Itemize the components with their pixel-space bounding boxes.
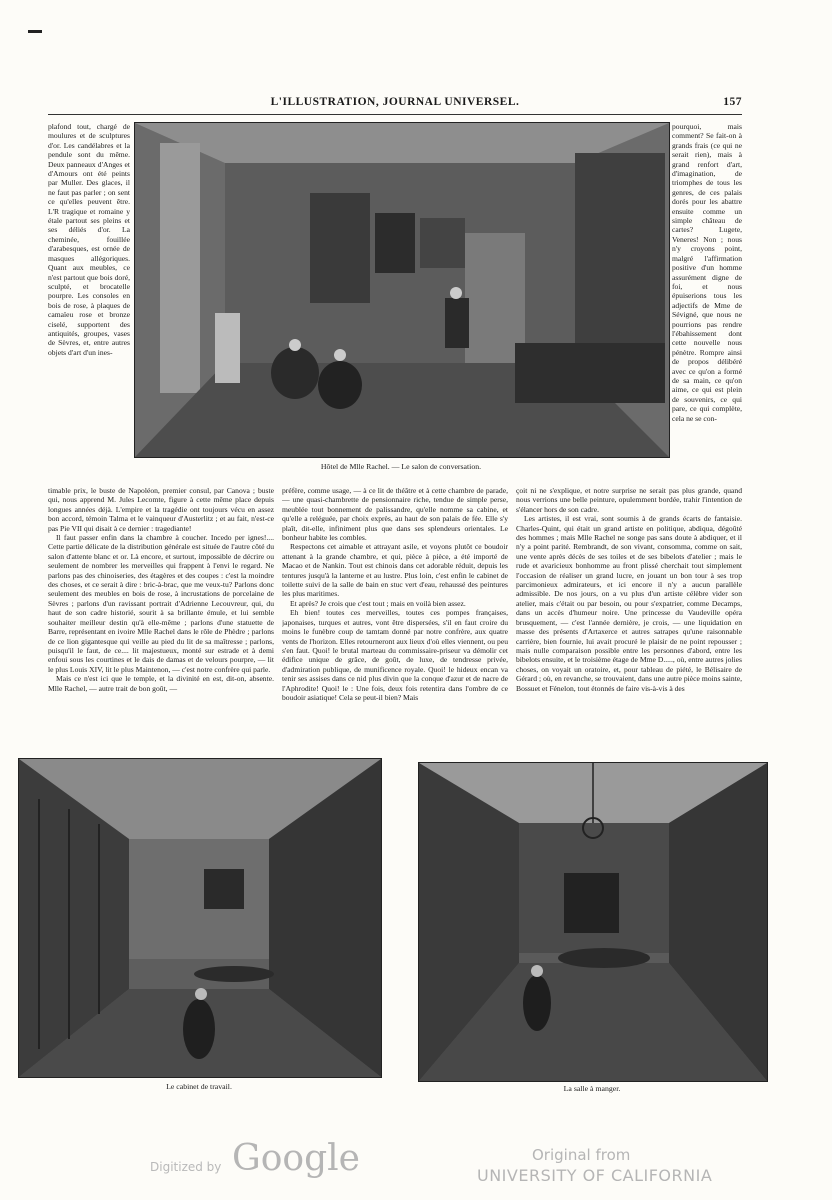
text-column-3 [516,486,742,754]
col1-para-1: timable prix, le buste de Napoléon, premier consul, par Canova ; buste qui, nous apprend M. Jules Lecomte, figure à cette même place depuis longues années déjà. L'empire et la tragédie ont toujours vécu en assez bon accord, témoin Talma et le vainqueur d'Austerlitz ; et au fait, n'est-ce pas Pie VII qui disait à ce dernier : tragediante! [48,486,274,533]
right-narrow-column [672,122,742,502]
text-column-1 [48,486,274,754]
dining-engraving [419,763,767,1081]
figure-dining [418,762,768,1082]
figure-salon [134,122,670,458]
left-narrow-text: plafond tout, chargé de moulures et de sculptures d'or. Les candélabres et la pendule sont du même. Deux panneaux d'Anges et d'Amours ont été peints par Muller. Des glaces, il ne faut pas parler ; on sent ce qu'elles peuvent être. L'R tragique et romaine y étale partout ses pleins et ses déliés d'or. La cheminée, fouillée d'arabesques, est ornée de masques allégoriques. Quant aux meubles, ce n'est partout que bois doré, sculpté, et brocatelle pourpre. Les consoles en bois de rose, à plaques de camaïeu rose et bronze ciselé, supportent des antiquités, groupes, vases de Sèvres, et, entre autres objets d'art d'un ines- [48,122,130,357]
col1-para-3: Mais ce n'est ici que le temple, et la divinité en est, dit-on, absente. Mlle Rachel, — autre trait de bon goût, — [48,674,274,693]
caption-study: Le cabinet de travail. [166,1082,232,1091]
col3-para-2: Les artistes, il est vrai, sont soumis à de grands écarts de fantaisie. Charles-Quint, qui était un grand artiste en politique, abdiqua, dégoûté des hommes ; mais Mlle Rachel ne songe pas sans doute à abdiquer, et il n'y a point parité. Rembrandt, de son vivant, consomma, comme on sait, une vente après décès de ses toiles et de ses bibelots d'atelier ; mais le rude et avaricieux bonhomme au front plissé cherchait tout simplement l'occasion de réaliser un grand lucre, en jouant un bon tour à ses trop parcimonieux admirateurs, et ici encore il n'y a aucun parallèle admissible. De nos jours, on a vu plus d'un artiste célèbre vider son atelier, mais c'était ou par besoin, ou pour s'expatrier, comme Decamps, dans un accès d'humeur noire. Une princesse du Vaudeville opéra brusquement, — c'est l'année dernière, je crois, — une liquidation en masse des présents d'Artaxerce et autres satrapes qu'une raisonnable carrière, bien fournie, lui avait procuré le plaisir de ne point repousser ; mais nulle comparaison possible entre les personnes d'abord, entre les bibelots ensuite, et le troisième étage de Mme D....., où, entre autres jolies choses, on voyait un oratoire, et, pour tableau de piété, le Bélisaire de Gérard ; où, en revanche, se trouvaient, dans une autre pièce moins sainte, Bossuet et Fénelon, tout étonnés de faire vis-à-vis à des [516,514,742,693]
left-narrow-column [48,122,130,502]
study-engraving [19,759,381,1077]
figure-study [18,758,382,1078]
journal-title: L'ILLUSTRATION, JOURNAL UNIVERSEL. [270,96,520,108]
col1-para-2: Il faut passer enfin dans la chambre à coucher. Incedo per ignes!.... Cette partie délicate de la distribution générale est située de l'autre côté du salon d'attente blanc et or. Là encore, et surtout, impossible de décrire ou seulement de nombrer les merveilles qui frappent à l'envi le regard. Ne parlons pas des chinoiseries, des étagères et des coupes : c'est la moindre des choses, et ce serait à dire : bric-à-brac, que me veux-tu? Parlons donc seulement des meubles en bois de rose, à incrustations de porcelaine de Sèvres ; parlons d'un ravissant portrait d'Adrienne Lecouvreur, qui, du haut de son cadre historié, sourit à sa brillante émule, et lui semble souhaiter meilleur destin qu'à elle-même ; parlons d'une statuette de Barre, représentant en ivoire Mlle Rachel dans le rôle de Phèdre ; parlons de ce lion gigantesque qui veille au pied du lit de sa maîtresse ; parlons, puisqu'il le faut, de ce.... lit majestueux, monté sur estrade et à demi enfoui sous les courtines et le dais de damas et de velours pourpre, — lit le plus Louis XIV, lit le plus Maintenon, — c'est notre confrère qui parle. [48,533,274,674]
caption-dining: La salle à manger. [563,1084,621,1093]
digitized-by-label: Digitized by [150,1160,222,1174]
page-header [48,94,742,114]
col2-para-1: préfère, comme usage, — à ce lit de théâtre et à cette chambre de parade, — une quasi-chambrette de pensionnaire riche, tendue de simple perse, meublée tout bonnement de palissandre, qu'elle nomme sa cabine, et qu'elle a reléguée, par choix exprès, au haut de son palais de fée. Elle s'y plaît, dit-elle, infiniment plus que dans ses splendeurs orientales. Le bonheur habite les combles. [282,486,508,543]
university-label: UNIVERSITY OF CALIFORNIA [477,1166,713,1185]
header-rule [48,114,742,115]
google-logo: Google [232,1138,360,1179]
margin-mark [28,30,42,33]
col3-para-1: çoit ni ne s'explique, et notre surprise ne serait pas plus grande, quand nous verrions une belle peinture, opulemment bordée, trahir l'intention de s'élancer hors de son cadre. [516,486,742,514]
col2-para-3: Et après? Je crois que c'est tout ; mais en voilà bien assez. [290,598,466,608]
salon-engraving [135,123,669,457]
page-number: 157 [723,96,742,108]
original-from-label: Original from [532,1146,631,1164]
right-narrow-text: pourquoi, mais comment? Se fait-on à grands frais (ce qui ne serait rien), mais à grand renfort d'art, d'imagination, de triomphes de tous les genres, de ces palais dorés pour les abattre ensuite comme un simple château de cartes? Lugete, Veneres! Non ; nous n'y croyons point, malgré l'affirmation positive d'un homme assurément digne de foi, et nous épuiserions tous les adjectifs de Mme de Sévigné, que nous ne pourrions pas rendre l'ébahissement dont cette nouvelle nous pénètre. Rompre ainsi de propos délibéré avec ce qu'on a formé de sa main, ce qu'on aime, ce qui est plein de souvenirs, ce qui pare, ce qui complète, cela ne se con- [672,122,742,423]
text-column-2 [282,486,508,754]
caption-salon: Hôtel de Mlle Rachel. — Le salon de conversation. [320,462,482,471]
col2-para-2: Respectons cet aimable et attrayant asile, et voyons plutôt ce boudoir attenant à la grande chambre, et qui, pièce à pièce, a été importé de Macao et de Nankin. Tout est chinois dans cet adorable réduit, depuis les tentures jusqu'à la lanterne et au lustre. Plus loin, c'est enfin le cabinet de toilette suivi de la salle de bain en stuc vert d'eau, rehaussé des peintures les plus maritimes. [282,542,508,599]
col2-para-4: Eh bien! toutes ces merveilles, toutes ces pompes françaises, japonaises, turques et autres, vont être dispersées, s'il en faut croire du moins le funèbre coup de tamtam donné par notre confrère, aux quatre vents de l'horizon. Elles retourneront aux lieux d'où elles viennent, ou peu s'en faut. Quoi! le brutal marteau du commissaire-priseur va démolir cet édifice unique de grâce, de goût, de luxe, de tendresse privée, d'admiration publique, de munificence royale. Quoi! le hideux encan va tenir ses assises dans ce nid plus divin que la conque d'azur et de nacre de l'Aphrodite! Quoi! le : Une fois, deux fois retentira dans l'ombre de ce boudoir asiatique! Cela se peut-il bien? Mais [282,608,508,702]
